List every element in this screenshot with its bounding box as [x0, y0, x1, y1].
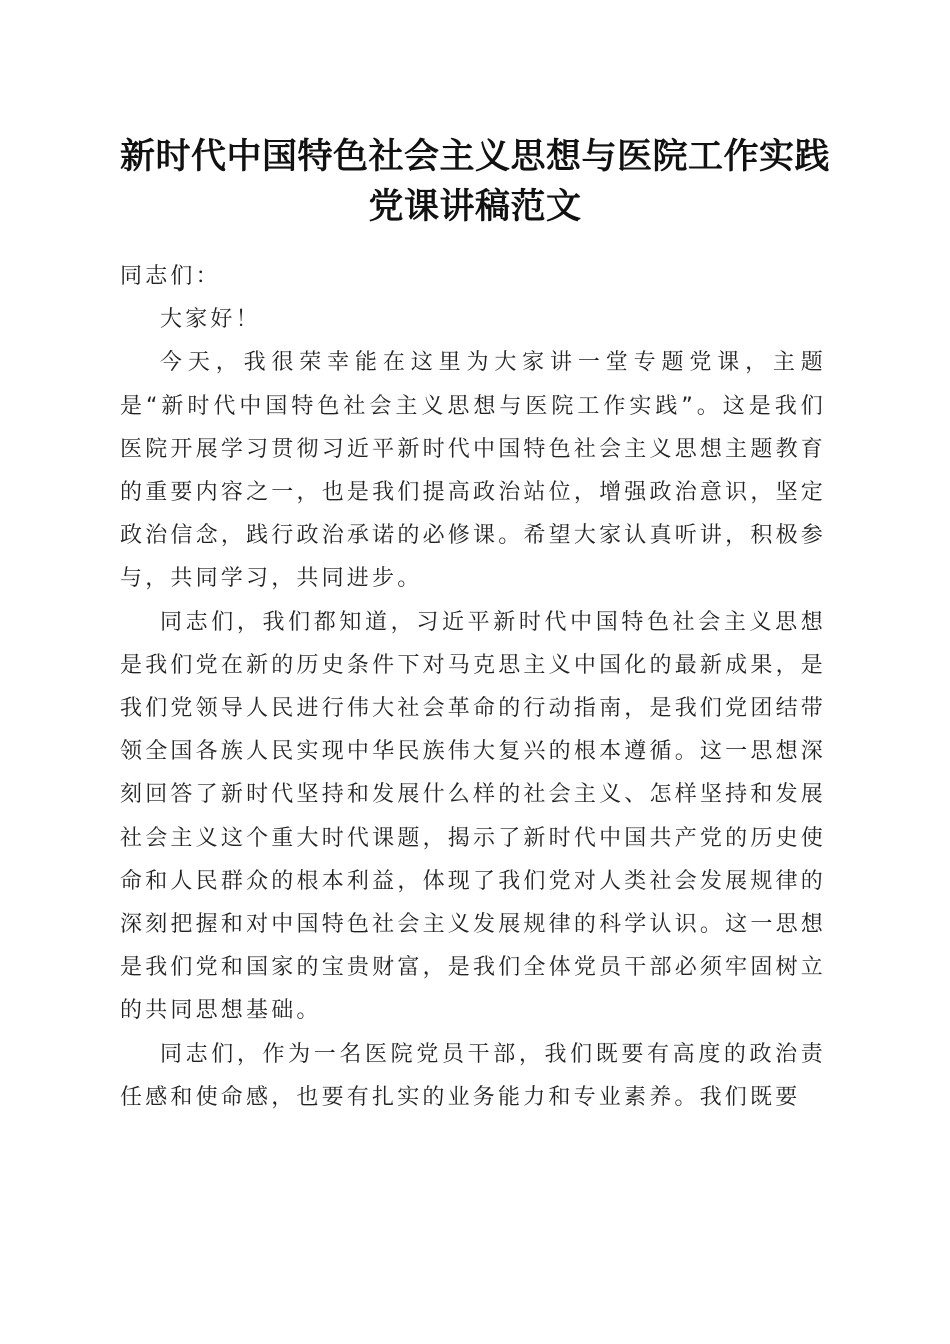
document-title — [100, 132, 850, 232]
paragraph-intro: 今天，我很荣幸能在这里为大家讲一堂专题党课，主题是“新时代中国特色社会主义思想与医院工作实践”。这是我们医院开展学习贯彻习近平新时代中国特色社会主义思想主题教育的重要内容之一，也是我们提高政治站位，增强政治意识，坚定政治信念，践行政治承诺的必修课。希望大家认真听讲，积极参与，共同学习，共同进步。 — [120, 350, 826, 592]
paragraph-thought: 同志们，我们都知道，习近平新时代中国特色社会主义思想是我们党在新的历史条件下对马克思主义中国化的最新成果，是我们党领导人民进行伟大社会革命的行动指南，是我们党团结带领全国各族人民实现中华民族伟大复兴的根本遵循。这一思想深刻回答了新时代坚持和发展什么样的社会主义、怎样坚持和发展社会主义这个重大时代课题，揭示了新时代中国共产党的历史使命和人民群众的根本利益，体现了我们党对人类社会发展规律的深刻把握和对中国特色社会主义发展规律的科学认识。这一思想是我们党和国家的宝贵财富，是我们全体党员干部必须牢固树立的共同思想基础。 — [120, 609, 826, 1024]
paragraph-greeting: 大家好！ — [160, 307, 261, 333]
title-line-1: 新时代中国特色社会主义思想与医院工作实践 — [119, 136, 830, 177]
title-line-2: 党课讲稿范文 — [368, 186, 582, 227]
salutation: 同志们： — [120, 264, 221, 289]
paragraph-hospital-cadre: 同志们，作为一名医院党员干部，我们既要有高度的政治责任感和使命感，也要有扎实的业务能力和专业素养。我们既要 — [120, 1041, 826, 1110]
document-body — [120, 255, 826, 1119]
